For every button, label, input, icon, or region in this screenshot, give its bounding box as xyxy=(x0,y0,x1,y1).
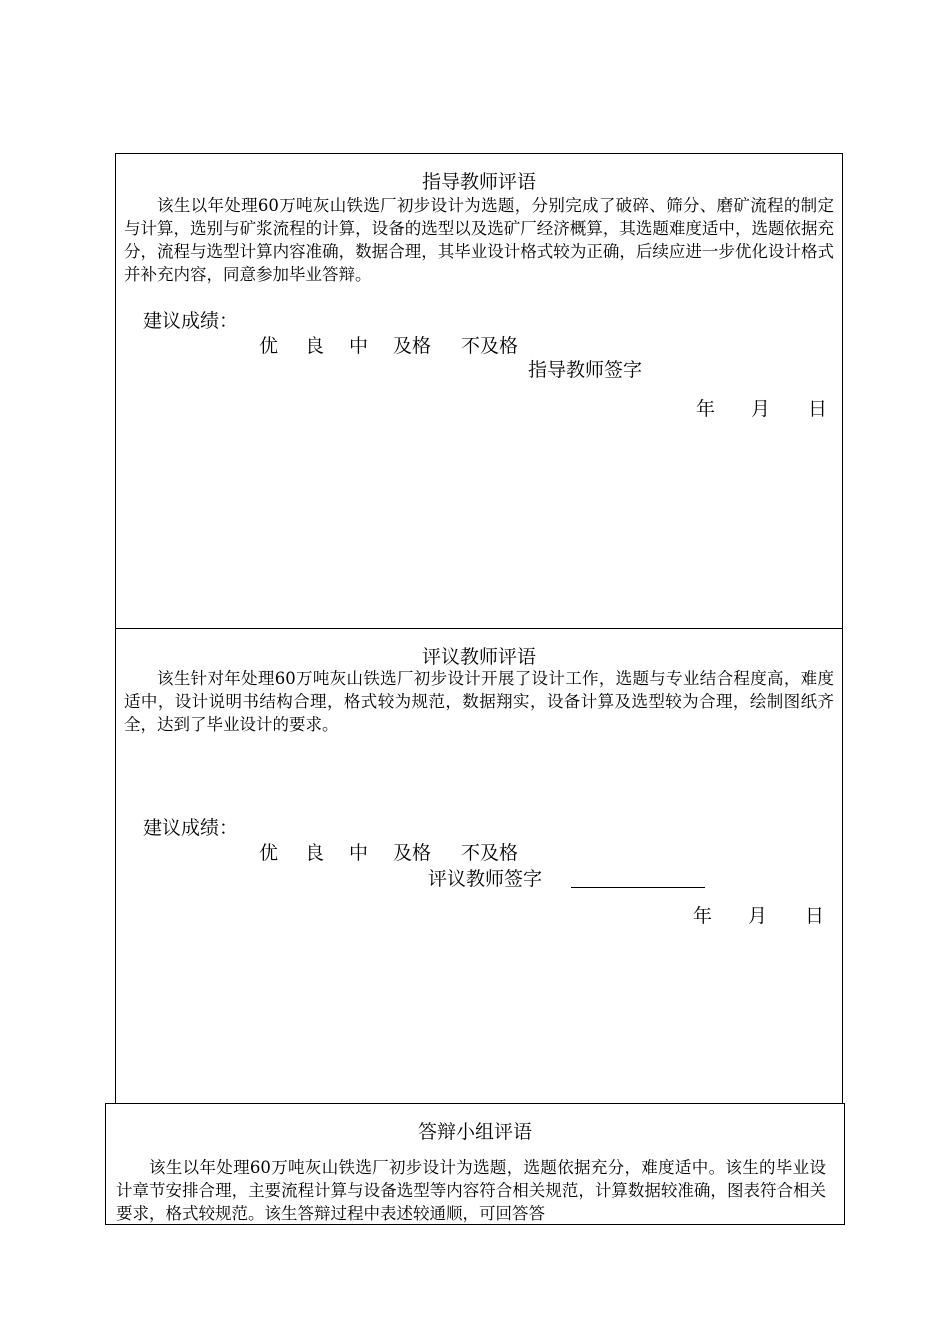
date-day-label: 日 xyxy=(808,398,828,420)
date-year-label: 年 xyxy=(696,398,716,420)
advisor-signature-label: 指导教师签字 xyxy=(528,359,643,381)
reviewer-grade-label: 建议成绩： xyxy=(143,817,239,839)
grade-option-average: 中 xyxy=(349,842,369,864)
grade-option-excellent: 优 xyxy=(259,842,279,864)
defense-comment-section xyxy=(105,1103,845,1225)
grade-option-good: 良 xyxy=(305,335,325,357)
date-month-label: 月 xyxy=(751,398,771,420)
advisor-grade-options xyxy=(259,334,518,358)
reviewer-comment-section xyxy=(115,628,843,1104)
advisor-section-title: 指导教师评语 xyxy=(421,171,536,193)
grade-option-excellent: 优 xyxy=(259,335,279,357)
defense-comment-text: 该生以年处理60万吨灰山铁选厂初步设计为选题，选题依据充分，难度适中。该生的毕业设计章节安排合理，主要流程计算与设备选型等内容符合相关规范，计算数据较准确，图表符合相关要求，格式较规范。该生答辩过程中表述较通顺，可回答答 xyxy=(116,1158,826,1223)
grade-option-fail: 不及格 xyxy=(461,842,519,864)
reviewer-date xyxy=(693,904,824,928)
grade-option-fail: 不及格 xyxy=(461,335,519,357)
advisor-comment-section xyxy=(115,153,843,629)
defense-section-title: 答辩小组评语 xyxy=(417,1121,532,1143)
reviewer-signature-label: 评议教师签字 xyxy=(428,868,543,890)
grade-option-pass: 及格 xyxy=(393,335,432,357)
reviewer-grade-options xyxy=(259,841,518,865)
date-month-label: 月 xyxy=(748,905,768,927)
reviewer-section-title: 评议教师评语 xyxy=(421,646,536,668)
date-day-label: 日 xyxy=(805,905,825,927)
advisor-comment-text: 该生以年处理60万吨灰山铁选厂初步设计为选题，分别完成了破碎、筛分、磨矿流程的制定与计算，选别与矿浆流程的计算，设备的选型以及选矿厂经济概算，其选题难度适中，选题依据充分，流程与选型计算内容准确，数据合理，其毕业设计格式较为正确，后续应进一步优化设计格式并补充内容，同意参加毕业答辩。 xyxy=(124,196,834,284)
grade-option-average: 中 xyxy=(349,335,369,357)
reviewer-comment-text: 该生针对年处理60万吨灰山铁选厂初步设计开展了设计工作，选题与专业结合程度高，难度适中，设计说明书结构合理，格式较为规范，数据翔实，设备计算及选型较为合理，绘制图纸齐全，达到了毕业设计的要求。 xyxy=(124,669,834,734)
grade-option-pass: 及格 xyxy=(393,842,432,864)
advisor-grade-label: 建议成绩： xyxy=(143,310,239,332)
reviewer-signature-line xyxy=(571,887,705,888)
advisor-date xyxy=(696,397,827,421)
date-year-label: 年 xyxy=(693,905,713,927)
grade-option-good: 良 xyxy=(305,842,325,864)
